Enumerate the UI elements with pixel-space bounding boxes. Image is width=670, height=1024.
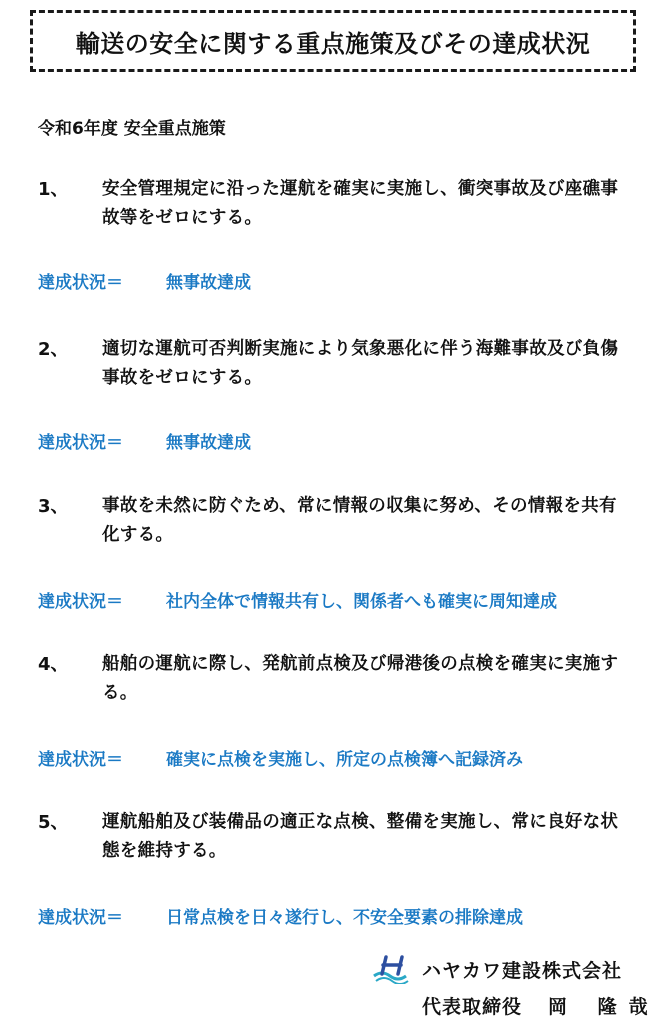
title-box — [30, 10, 636, 72]
achievement-status-3 — [38, 587, 658, 612]
company-signature — [372, 954, 622, 984]
achievement-status-value: 無事故達成 — [166, 273, 251, 293]
policy-item-number: 4、 — [38, 654, 69, 675]
policy-item-text: 適切な運航可否判断実施により気象悪化に伴う海難事故及び負傷事故をゼロにする。 — [102, 339, 619, 388]
wave-h-logo-icon — [372, 954, 412, 984]
achievement-status-value: 社内全体で情報共有し、関係者へも確実に周知達成 — [166, 592, 557, 612]
representative-role: 代表取締役 — [422, 996, 523, 1018]
company-name: ハヤカワ建設株式会社 — [422, 959, 623, 982]
policy-item-number: 5、 — [38, 812, 69, 833]
achievement-status-label: 達成状況＝ — [38, 433, 123, 453]
policy-item-number: 2、 — [38, 339, 69, 360]
section-subtitle: 令和6年度 安全重点施策 — [38, 119, 226, 139]
achievement-status-1 — [38, 268, 658, 293]
policy-item-text: 事故を未然に防ぐため、常に情報の収集に努め、その情報を共有化する。 — [102, 496, 617, 545]
achievement-status-label: 達成状況＝ — [38, 592, 123, 612]
policy-item-text: 運航船舶及び装備品の適正な点検、整備を実施し、常に良好な状態を維持する。 — [102, 812, 619, 861]
achievement-status-label: 達成状況＝ — [38, 273, 123, 293]
policy-item-number: 3、 — [38, 496, 69, 517]
page-title: 輸送の安全に関する重点施策及びその達成状況 — [75, 29, 591, 58]
achievement-status-label: 達成状況＝ — [38, 908, 123, 928]
achievement-status-5 — [38, 903, 658, 928]
representative-line — [422, 992, 660, 1019]
achievement-status-value: 日常点検を日々遂行し、不安全要素の排除達成 — [166, 908, 523, 928]
policy-item-number: 1、 — [38, 179, 69, 200]
policy-item-text: 安全管理規定に沿った運航を確実に実施し、衝突事故及び座礁事故等をゼロにする。 — [102, 179, 619, 228]
achievement-status-value: 無事故達成 — [166, 433, 251, 453]
policy-item-text: 船舶の運航に際し、発航前点検及び帰港後の点検を確実に実施する。 — [102, 654, 619, 703]
achievement-status-4 — [38, 745, 658, 770]
achievement-status-value: 確実に点検を実施し、所定の点検簿へ記録済み — [166, 750, 523, 770]
achievement-status-2 — [38, 428, 658, 453]
representative-name: 岡 隆哉 — [548, 996, 660, 1018]
achievement-status-label: 達成状況＝ — [38, 750, 123, 770]
